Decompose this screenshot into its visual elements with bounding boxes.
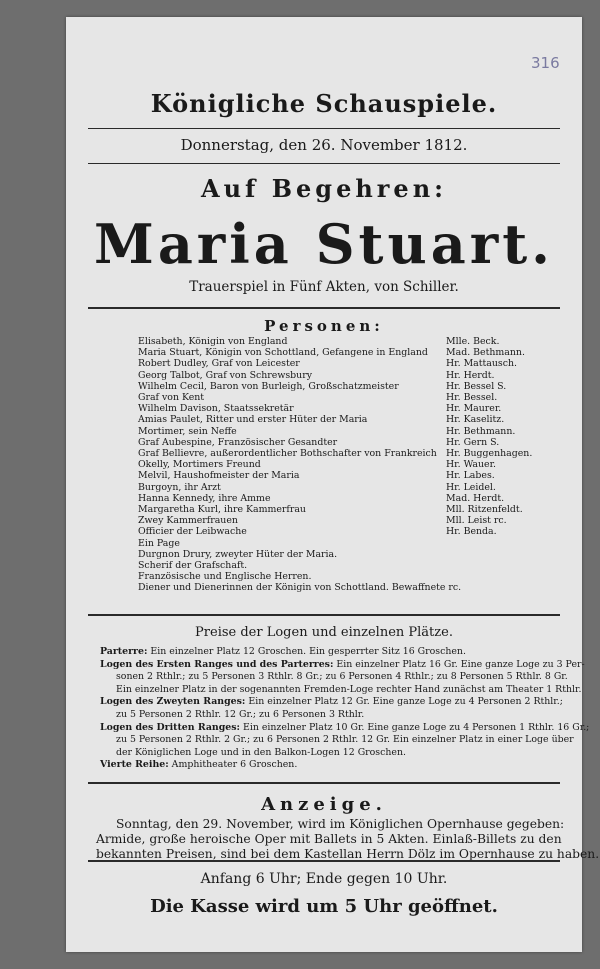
on-request-notice: Auf Begehren: — [200, 174, 448, 203]
price-details: Ein einzelner Platz 16 Gr. Eine ganze Loge zu 3 Per- — [333, 658, 585, 670]
cast-role: Graf von Kent — [138, 392, 205, 403]
cast-role: Französische und Englische Herren. — [138, 571, 312, 583]
divider — [88, 307, 560, 309]
cast-row — [138, 470, 558, 481]
cast-row — [138, 459, 558, 470]
cast-actor: Mll. Leist rc. — [446, 515, 507, 527]
cast-role: Mortimer, sein Neffe — [138, 425, 237, 437]
price-category: Logen des Dritten Ranges: — [100, 721, 240, 733]
announcement-line: bekannten Preisen, sind bei dem Kastellan Herrn Dölz im Opernhause zu haben. — [96, 847, 600, 861]
cast-row — [138, 493, 558, 504]
cast-actor: Hr. Bessel S. — [446, 380, 507, 392]
price-details: Ein einzelner Platz 12 Groschen. Ein gesperrter Sitz 16 Groschen. — [147, 646, 466, 657]
start-time: Anfang 6 Uhr; Ende gegen 10 Uhr. — [200, 871, 448, 887]
cast-role: Okelly, Mortimers Freund — [138, 459, 261, 471]
divider — [88, 614, 560, 616]
cast-role: Amias Paulet, Ritter und erster Hüter der Maria — [138, 414, 368, 426]
price-line — [116, 709, 576, 720]
divider — [88, 860, 560, 862]
price-line — [100, 759, 560, 770]
playbill-sheet — [66, 17, 600, 952]
price-category: Logen des Ersten Ranges und des Parterres: — [100, 658, 334, 670]
price-line — [100, 646, 560, 657]
cast-role: Robert Dudley, Graf von Leicester — [138, 358, 300, 370]
cast-row — [138, 504, 558, 515]
cast-row — [138, 582, 558, 593]
cast-actor: Hr. Leidel. — [446, 481, 496, 493]
cast-role: Durgnon Drury, zweyter Hüter der Maria. — [138, 548, 338, 560]
announcement-line: Sonntag, den 29. November, wird im Königlichen Opernhause gegeben: — [116, 817, 565, 831]
cast-row — [138, 526, 558, 537]
cast-actor: Mll. Ritzenfeldt. — [446, 504, 523, 515]
cast-role: Graf Aubespine, Französischer Gesandter — [138, 436, 338, 448]
cast-actor: Mad. Herdt. — [446, 492, 505, 504]
archive-number: 316 — [531, 54, 560, 72]
cast-row — [138, 538, 558, 549]
price-details: sonen 2 Rthlr.; zu 5 Personen 3 Rthlr. 8 Gr.; zu 6 Personen 4 Rthlr.; zu 8 Personen 5 Rthlr. 8 Gr. — [116, 671, 568, 683]
announcement-heading: Anzeige. — [261, 794, 387, 815]
price-details: zu 5 Personen 2 Rthlr. 2 Gr.; zu 6 Personen 2 Rthlr. 12 Gr. Ein einzelner Platz in einer Loge über — [116, 734, 574, 746]
cast-role: Diener und Dienerinnen der Königin von Schottland. Bewaffnete rc. — [138, 582, 462, 594]
cast-role: Georg Talbot, Graf von Schrewsbury — [138, 369, 312, 381]
cast-actor: Hr. Labes. — [446, 470, 495, 482]
cast-role: Melvil, Haushofmeister der Maria — [138, 470, 300, 482]
price-line — [116, 747, 576, 758]
cast-row — [138, 392, 558, 403]
cast-actor: Hr. Gern S. — [446, 436, 500, 448]
cast-row — [138, 549, 558, 560]
price-category: Parterre: — [100, 646, 148, 657]
divider — [88, 782, 560, 784]
cast-row — [138, 358, 558, 369]
cast-row — [138, 482, 558, 493]
price-category: Logen des Zweyten Ranges: — [100, 696, 246, 708]
prices-heading: Preise der Logen und einzelnen Plätze. — [195, 625, 453, 640]
cast-actor: Hr. Buggenhagen. — [446, 448, 533, 459]
cast-row — [138, 515, 558, 526]
cast-actor: Hr. Bethmann. — [446, 425, 516, 437]
cast-row — [138, 437, 558, 448]
cast-actor: Hr. Maurer. — [446, 403, 502, 415]
cast-row — [138, 347, 558, 358]
price-details: zu 5 Personen 2 Rthlr. 12 Gr.; zu 6 Personen 3 Rthlr. — [116, 709, 365, 720]
cast-role: Maria Stuart, Königin von Schottland, Gefangene in England — [138, 347, 428, 359]
cast-role: Wilhelm Cecil, Baron von Burleigh, Großschatzmeister — [138, 380, 399, 392]
persons-heading: Personen: — [264, 317, 384, 335]
cast-role: Zwey Kammerfrauen — [138, 515, 238, 527]
cast-row — [138, 414, 558, 425]
cast-role: Graf Bellievre, außerordentlicher Bothschafter von Frankreich — [138, 448, 437, 459]
cast-actor: Mad. Bethmann. — [446, 347, 525, 359]
divider — [88, 128, 560, 129]
cast-row — [138, 336, 558, 347]
cast-role: Hanna Kennedy, ihre Amme — [138, 492, 271, 504]
price-details: Ein einzelner Platz 10 Gr. Eine ganze Loge zu 4 Personen 1 Rthlr. 16 Gr.; — [240, 721, 590, 733]
play-title: Maria Stuart. — [94, 212, 554, 276]
cast-row — [138, 571, 558, 582]
cast-actor: Hr. Bessel. — [446, 392, 498, 403]
cast-actor: Mlle. Beck. — [446, 336, 500, 347]
cast-row — [138, 426, 558, 437]
cast-role: Wilhelm Davison, Staatssekretär — [138, 403, 294, 415]
price-details: Ein einzelner Platz 12 Gr. Eine ganze Loge zu 4 Personen 2 Rthlr.; — [245, 696, 563, 708]
price-category: Vierte Reihe: — [100, 759, 169, 771]
cast-row — [138, 403, 558, 414]
cast-actor: Hr. Kaselitz. — [446, 414, 505, 426]
price-details: Amphitheater 6 Groschen. — [168, 759, 298, 771]
cast-actor: Hr. Herdt. — [446, 369, 495, 381]
price-line — [116, 671, 576, 682]
cast-row — [138, 560, 558, 571]
cast-row — [138, 370, 558, 381]
theatre-name: Königliche Schauspiele. — [150, 89, 498, 118]
cast-actor: Hr. Mattausch. — [446, 358, 518, 370]
cast-role: Ein Page — [138, 537, 180, 549]
cast-actor: Hr. Wauer. — [446, 459, 497, 471]
cast-role: Officier der Leibwache — [138, 526, 247, 538]
box-office-notice: Die Kasse wird um 5 Uhr geöffnet. — [150, 896, 498, 917]
price-line — [116, 683, 582, 695]
cast-actor: Hr. Benda. — [446, 526, 497, 538]
cast-role: Elisabeth, Königin von England — [138, 336, 288, 347]
price-line — [116, 734, 576, 745]
cast-role: Burgoyn, ihr Arzt — [138, 481, 221, 493]
performance-date: Donnerstag, den 26. November 1812. — [180, 136, 468, 154]
announcement-line: Armide, große heroische Oper mit Ballets in 5 Akten. Einlaß-Billets zu den — [96, 832, 562, 846]
cast-row — [138, 381, 558, 392]
price-line — [100, 696, 563, 708]
cast-role: Scherif der Grafschaft. — [138, 560, 248, 571]
cast-role: Margaretha Kurl, ihre Kammerfrau — [138, 504, 306, 515]
price-line — [100, 721, 590, 733]
price-line — [100, 658, 585, 670]
divider — [88, 163, 560, 164]
cast-row — [138, 448, 558, 459]
price-details: Ein einzelner Platz in der sogenannten Fremden-Loge rechter Hand zunächst am Theater 1 Rthlr. — [116, 683, 582, 695]
play-subtitle: Trauerspiel in Fünf Akten, von Schiller. — [189, 279, 459, 295]
price-details: der Königlichen Loge und in den Balkon-Logen 12 Groschen. — [116, 746, 406, 758]
